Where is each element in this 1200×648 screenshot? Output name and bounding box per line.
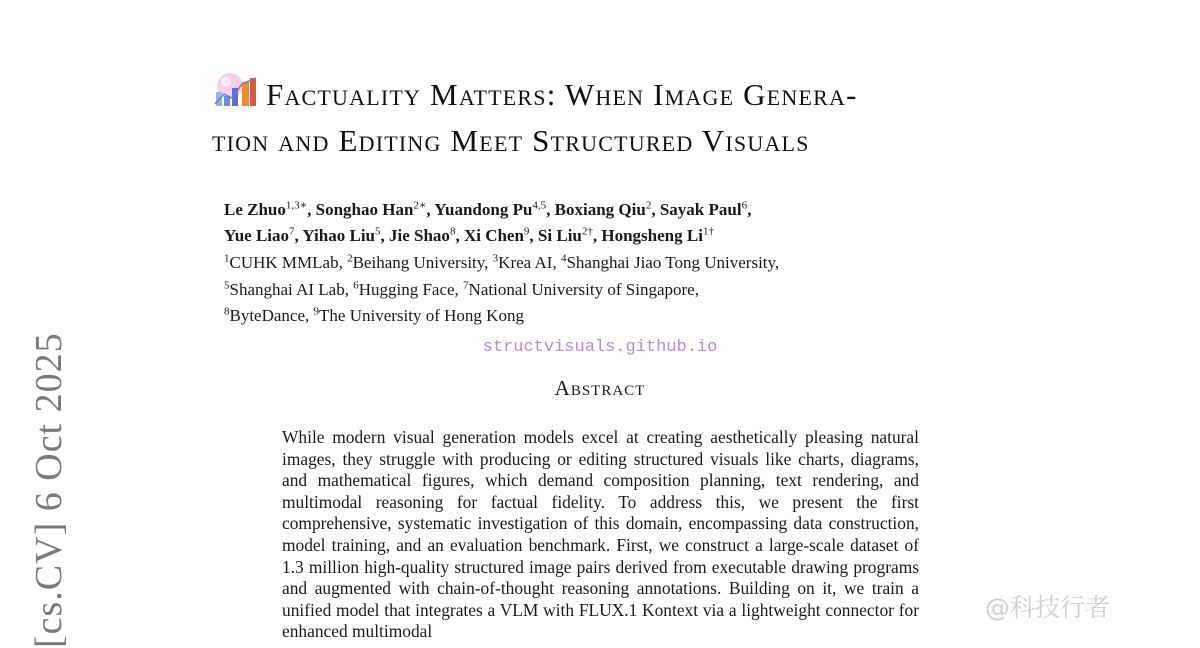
affiliation: $^9$The University of Hong Kong	[313, 305, 524, 326]
arxiv-identifier: [cs.CV] 6 Oct 2025	[28, 332, 70, 648]
affiliation: $^2$Beihang University,	[347, 252, 493, 272]
affiliation: $^1$CUHK MMLab,	[224, 252, 348, 272]
author: Si Liu$^{2\dagger}$,	[537, 225, 602, 246]
abstract-heading: Abstract	[554, 376, 646, 400]
author: Jie Shao$^8$,	[389, 225, 464, 246]
author: Hongsheng $Li^{1\dagger}$	[601, 225, 714, 246]
affiliation: $^8$ByteDance,	[224, 305, 314, 326]
affiliation: $^7$National University of Singapore,	[463, 278, 699, 299]
author-line-1	[224, 194, 984, 221]
abstract-text: While modern visual generation models excel at creating aesthetically pleasing natural images, they struggle with producing or editing structured visuals like charts, diagrams, and mathematical figures, which demand composition planning, text rendering, and multimodal reasoning for factual fidelity. To address this, we present the first comprehensive, systematic investigation of this domain, encompassing data construction, model training, and an evaluation benchmark. First, we construct a large-scale dataset of 1.3 million high-quality structured image pairs derived from executable drawing programs and augmented with chain-of-thought reasoning annotations. Building on it, we train a unified model that integrates a VLM with FLUX.1 Kontext via a lightweight connector for enhanced multimodal	[282, 427, 919, 642]
title-line-1: Factuality Matters: When Image Genera-	[266, 77, 858, 112]
affiliation-line-3	[224, 301, 984, 328]
author: Yihao Liu$^5$,	[302, 225, 389, 246]
author: Sayak Paul$^6$,	[659, 199, 752, 219]
affiliation-line-1	[224, 247, 984, 274]
author: Yuandong Pu$^{4,5}$,	[434, 199, 555, 219]
affiliation: $^6$Hugging Face,	[353, 278, 464, 299]
affiliation: $^3$Krea AI,	[492, 252, 561, 272]
author: Xi Chen$^9$,	[463, 225, 538, 246]
paper-title	[212, 72, 1012, 164]
author-line-2	[224, 221, 984, 248]
affiliation: $^5$Shanghai AI Lab,	[224, 278, 354, 299]
project-url-link[interactable]: structvisuals.github.io	[482, 338, 718, 357]
watermark: @科技行者	[985, 593, 1111, 622]
author: Le Zhuo$^{1,3∗}$,	[224, 199, 316, 219]
author: Songhao Han$^{2∗}$,	[315, 199, 435, 219]
affiliation-line-2	[224, 274, 984, 301]
author-block	[224, 194, 984, 327]
affiliation: $^4$Shanghai Jiao Tong University,	[560, 252, 780, 272]
title-line-2: tion and Editing Meet Structured Visuals	[212, 123, 810, 158]
author: Boxiang Qiu$^2$,	[554, 199, 660, 219]
author: Yue Liao$^7$,	[224, 225, 303, 246]
